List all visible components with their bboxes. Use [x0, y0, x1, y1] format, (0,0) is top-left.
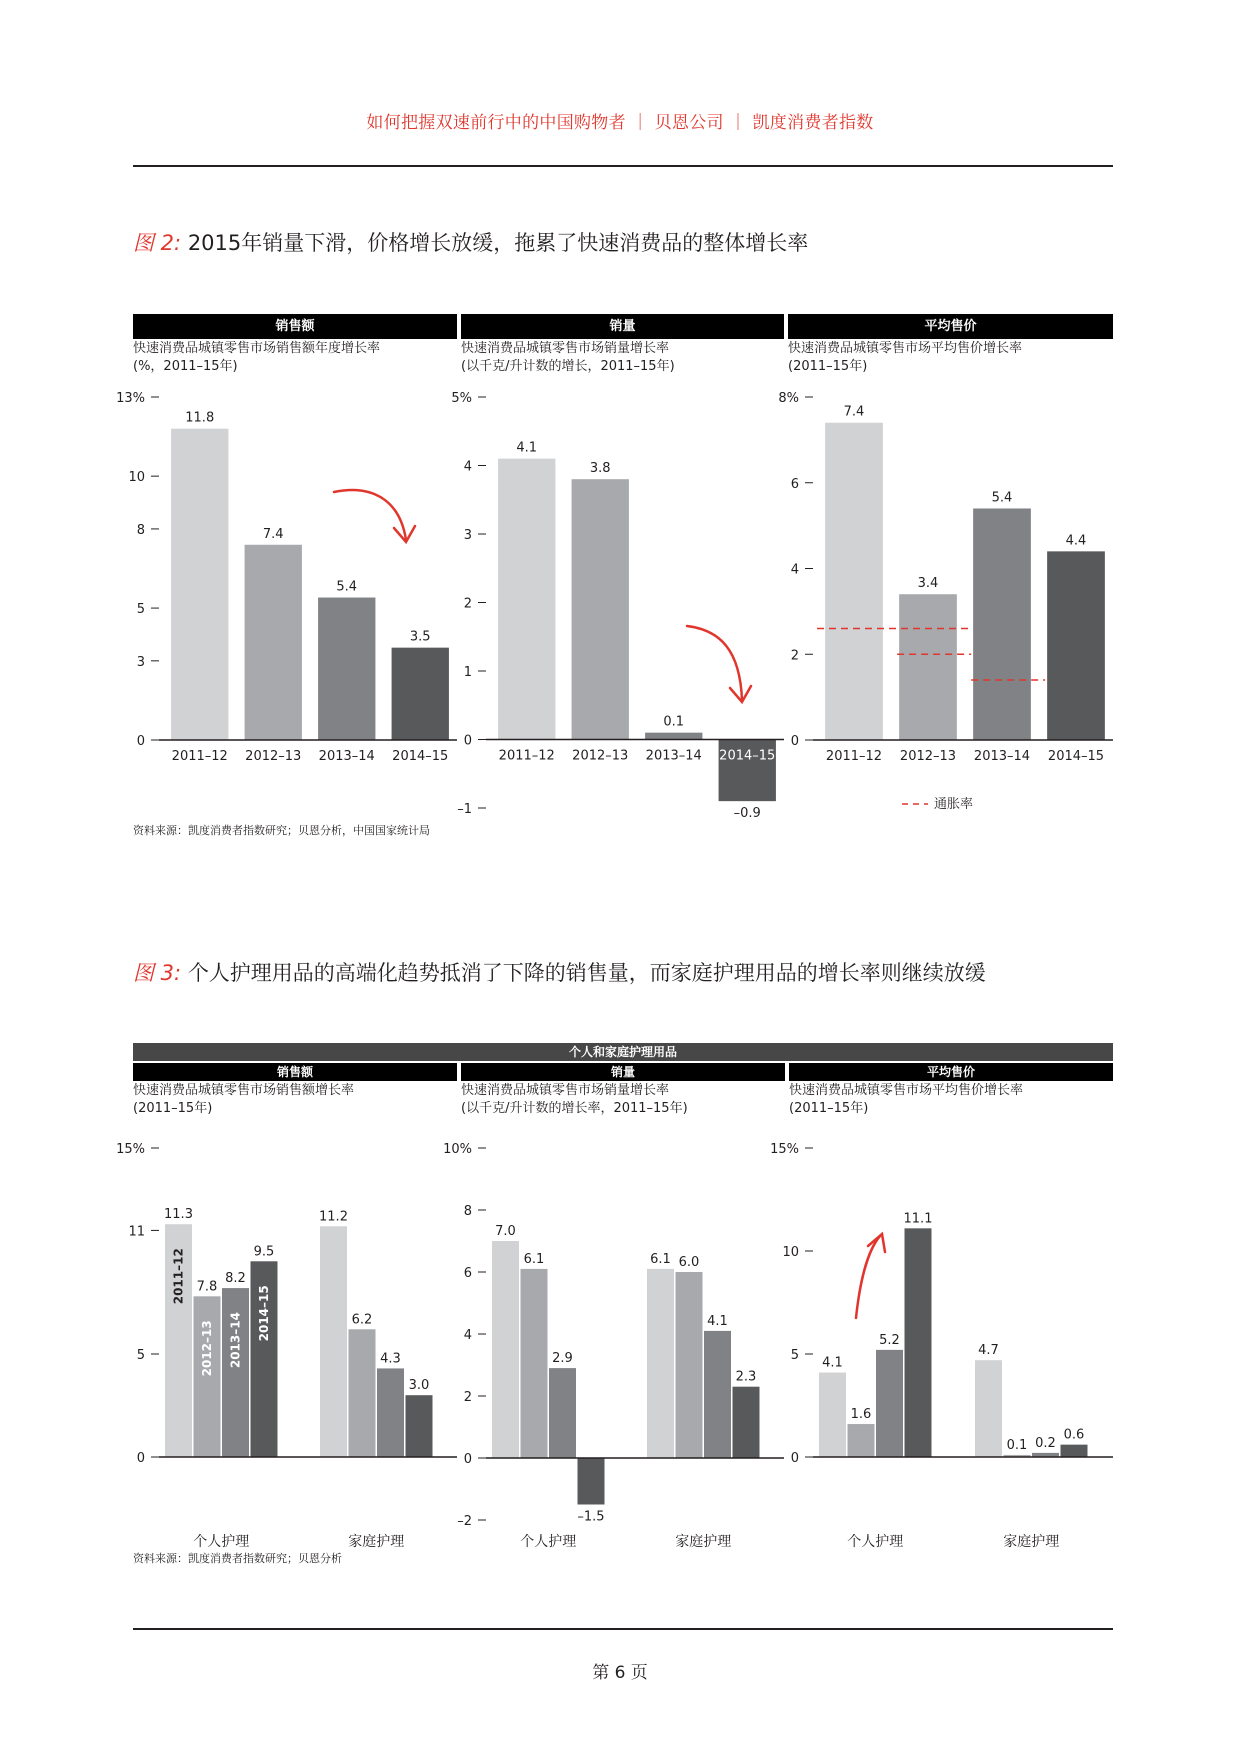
- y-tick-label: 0: [136, 1451, 145, 1466]
- x-tick-label: 2013–14: [645, 748, 702, 764]
- series-label: 2014–15: [257, 1285, 271, 1342]
- data-label: 7.4: [262, 526, 284, 542]
- bar: [521, 1269, 548, 1458]
- group-label: 家庭护理: [675, 1534, 732, 1550]
- data-label: 2.9: [552, 1351, 573, 1367]
- data-label: 5.2: [879, 1332, 900, 1348]
- x-tick-label: 2011–12: [825, 749, 883, 764]
- figure3-title-text: 个人护理用品的高端化趋势抵消了下降的销售量，而家庭护理用品的增长率则继续放缓: [187, 961, 986, 985]
- y-tick-label: 4: [463, 1328, 472, 1343]
- series-label: 2011–12: [171, 1248, 186, 1305]
- data-label: 3.4: [917, 576, 939, 592]
- data-label: 6.1: [523, 1251, 545, 1267]
- data-label: 2.3: [735, 1369, 757, 1385]
- y-tick-label: 0: [790, 734, 799, 749]
- y-tick-label: –2: [457, 1514, 472, 1529]
- y-tick-label: 15%: [770, 1142, 799, 1157]
- bar: [572, 479, 629, 739]
- y-tick-label: 0: [790, 1451, 799, 1466]
- bar: [498, 459, 555, 740]
- subtitle-line-2: (以千克/升计数的增长，2011–15年): [461, 359, 675, 374]
- y-tick-label: 5: [136, 1348, 145, 1363]
- y-tick-label: 2: [463, 1390, 472, 1405]
- group-label: 个人护理: [193, 1534, 250, 1550]
- data-label: 0.6: [1063, 1427, 1085, 1443]
- y-tick-label: 10: [782, 1245, 799, 1260]
- data-label: 6.2: [351, 1312, 373, 1328]
- fig2-panel-header-volume: 销量: [461, 314, 784, 339]
- bar: [825, 423, 883, 740]
- bar: [975, 1360, 1002, 1457]
- data-label: 4.4: [1065, 533, 1087, 549]
- y-tick-label: 10%: [443, 1142, 472, 1157]
- x-tick-label: 2012–13: [899, 749, 957, 764]
- y-tick-label: 13%: [116, 391, 145, 406]
- data-label: 3.5: [409, 629, 431, 645]
- data-label: 11.8: [185, 410, 215, 426]
- data-label: 1.6: [850, 1407, 872, 1423]
- red-arrow: [856, 1236, 880, 1318]
- bar: [492, 1241, 519, 1458]
- bar: [349, 1329, 376, 1457]
- subtitle-line-2: (2011–15年): [788, 359, 868, 374]
- y-tick-label: 8: [463, 1204, 472, 1219]
- bar: [392, 648, 449, 740]
- fig3-sales-subtitle: [133, 1082, 354, 1118]
- fig3-volume-subtitle: [461, 1082, 688, 1118]
- data-label: 4.1: [516, 440, 538, 456]
- y-tick-label: 6: [790, 476, 799, 492]
- bar: [377, 1368, 404, 1457]
- data-label: 4.1: [707, 1313, 728, 1329]
- bar: [318, 598, 375, 740]
- data-label: 3.8: [589, 461, 611, 477]
- subtitle-line-1: 快速消费品城镇零售市场平均售价增长率: [788, 341, 1023, 356]
- x-tick-label: 2014–15: [392, 749, 449, 764]
- group-label: 家庭护理: [1003, 1534, 1060, 1550]
- data-label: 8.2: [225, 1271, 246, 1287]
- bar: [1061, 1445, 1088, 1457]
- bar: [645, 733, 702, 740]
- subtitle-line-2: (以千克/升计数的增长率，2011–15年): [461, 1101, 688, 1116]
- bar: [973, 508, 1031, 740]
- running-header: 如何把握双速前行中的中国购物者 ｜ 贝恩公司 ｜ 凯度消费者指数: [366, 113, 874, 133]
- group-label: 家庭护理: [348, 1534, 405, 1550]
- page-number: 第 6 页: [592, 1663, 648, 1683]
- bar: [733, 1387, 760, 1458]
- y-tick-label: 6: [463, 1266, 472, 1281]
- fig3-panel-header-sales: 销售额: [133, 1063, 457, 1081]
- figure3-title: [133, 957, 986, 987]
- bar: [676, 1272, 703, 1458]
- subtitle-line-1: 快速消费品城镇零售市场销量增长率: [461, 1083, 670, 1098]
- data-label: 7.4: [843, 404, 865, 420]
- y-tick-label: 11: [128, 1224, 145, 1240]
- data-label: –1.5: [577, 1509, 605, 1525]
- data-label: 0.1: [663, 714, 685, 730]
- data-label: 11.3: [164, 1207, 193, 1223]
- figure2-title-text: 2015年销量下滑，价格增长放缓，拖累了快速消费品的整体增长率: [187, 231, 809, 255]
- bar: [406, 1395, 433, 1457]
- subtitle-line-2: (%，2011–15年): [133, 359, 238, 374]
- data-label: 4.7: [978, 1343, 999, 1359]
- fig2-panel-header-price: 平均售价: [788, 314, 1113, 339]
- figure3-source: 资料来源：凯度消费者指数研究；贝恩分析: [133, 1552, 342, 1565]
- subtitle-line-1: 快速消费品城镇零售市场销售额年度增长率: [133, 341, 381, 356]
- x-tick-label: 2013–14: [973, 749, 1031, 764]
- bar: [320, 1226, 347, 1457]
- fig2-panel-header-sales: 销售额: [133, 314, 457, 339]
- y-tick-label: 2: [790, 648, 799, 664]
- fig3-price-subtitle: [789, 1082, 1023, 1118]
- data-label: 0.1: [1006, 1437, 1028, 1453]
- y-tick-label: 3: [463, 528, 472, 543]
- bar: [876, 1350, 903, 1457]
- y-tick-label: 8%: [778, 391, 799, 406]
- y-tick-label: 0: [463, 733, 472, 749]
- series-label: 2012–13: [200, 1320, 214, 1377]
- data-label: 7.8: [196, 1279, 218, 1295]
- data-label: 6.1: [650, 1251, 671, 1267]
- data-label: 5.4: [336, 579, 358, 595]
- data-label: 4.3: [380, 1351, 401, 1367]
- y-tick-label: 3: [136, 654, 145, 670]
- bar: [647, 1269, 674, 1458]
- data-label: 6.0: [678, 1255, 700, 1270]
- y-tick-label: 5: [136, 602, 145, 618]
- y-tick-label: 4: [790, 562, 799, 578]
- y-tick-label: 0: [136, 734, 145, 749]
- bar: [578, 1458, 605, 1505]
- data-label: 0.2: [1035, 1435, 1056, 1451]
- fig3-panel-header-volume: 销量: [461, 1063, 785, 1081]
- footer-rule: [133, 1628, 1113, 1630]
- y-tick-label: 10: [128, 470, 145, 486]
- bar: [704, 1331, 731, 1458]
- y-tick-label: 5%: [451, 391, 472, 406]
- data-label: 4.1: [822, 1355, 843, 1371]
- bar: [245, 545, 302, 740]
- x-tick-label: 2012–13: [572, 748, 629, 764]
- y-tick-label: 0: [463, 1452, 472, 1467]
- y-tick-label: –1: [457, 802, 472, 817]
- subtitle-line-1: 快速消费品城镇零售市场销售额增长率: [133, 1083, 355, 1098]
- bar: [549, 1368, 576, 1458]
- fig3-panel-header-price: 平均售价: [789, 1063, 1113, 1081]
- data-label: 7.0: [495, 1224, 516, 1239]
- y-tick-label: 8: [136, 522, 145, 538]
- subtitle-line-2: (2011–15年): [133, 1101, 213, 1116]
- x-tick-label: 2014–15: [719, 748, 776, 764]
- x-tick-label: 2014–15: [1047, 749, 1105, 764]
- data-label: 9.5: [253, 1244, 275, 1260]
- red-arrow: [687, 626, 742, 700]
- legend-label: 通胀率: [934, 797, 974, 812]
- bar: [1047, 551, 1105, 740]
- bar: [819, 1373, 846, 1457]
- data-label: 5.4: [991, 490, 1013, 506]
- data-label: 11.1: [903, 1211, 933, 1227]
- subtitle-line-1: 快速消费品城镇零售市场销量增长率: [461, 341, 670, 356]
- subtitle-line-2: (2011–15年): [789, 1101, 869, 1116]
- y-tick-label: 1: [463, 665, 472, 680]
- figure2-label: 图 2:: [133, 231, 182, 255]
- figure3-label: 图 3:: [133, 961, 182, 985]
- data-label: 3.0: [408, 1378, 430, 1394]
- group-label: 个人护理: [520, 1534, 577, 1550]
- figure2-source: 资料来源：凯度消费者指数研究；贝恩分析，中国国家统计局: [133, 824, 430, 837]
- data-label: –0.9: [733, 806, 761, 822]
- y-tick-label: 5: [790, 1348, 799, 1363]
- bar: [899, 594, 957, 740]
- fig3-group-header: 个人和家庭护理用品: [133, 1043, 1113, 1061]
- x-tick-label: 2011–12: [498, 748, 555, 764]
- series-label: 2013–14: [228, 1312, 243, 1369]
- bar: [905, 1228, 932, 1457]
- group-label: 个人护理: [847, 1534, 904, 1550]
- bar: [848, 1424, 875, 1457]
- y-tick-label: 2: [463, 596, 472, 612]
- subtitle-line-1: 快速消费品城镇零售市场平均售价增长率: [789, 1083, 1024, 1098]
- x-tick-label: 2013–14: [318, 749, 375, 764]
- x-tick-label: 2011–12: [171, 749, 228, 764]
- x-tick-label: 2012–13: [245, 749, 302, 764]
- y-tick-label: 15%: [116, 1142, 145, 1157]
- red-arrow: [334, 490, 406, 540]
- y-tick-label: 4: [463, 459, 472, 475]
- bar: [171, 429, 228, 740]
- data-label: 11.2: [319, 1209, 348, 1225]
